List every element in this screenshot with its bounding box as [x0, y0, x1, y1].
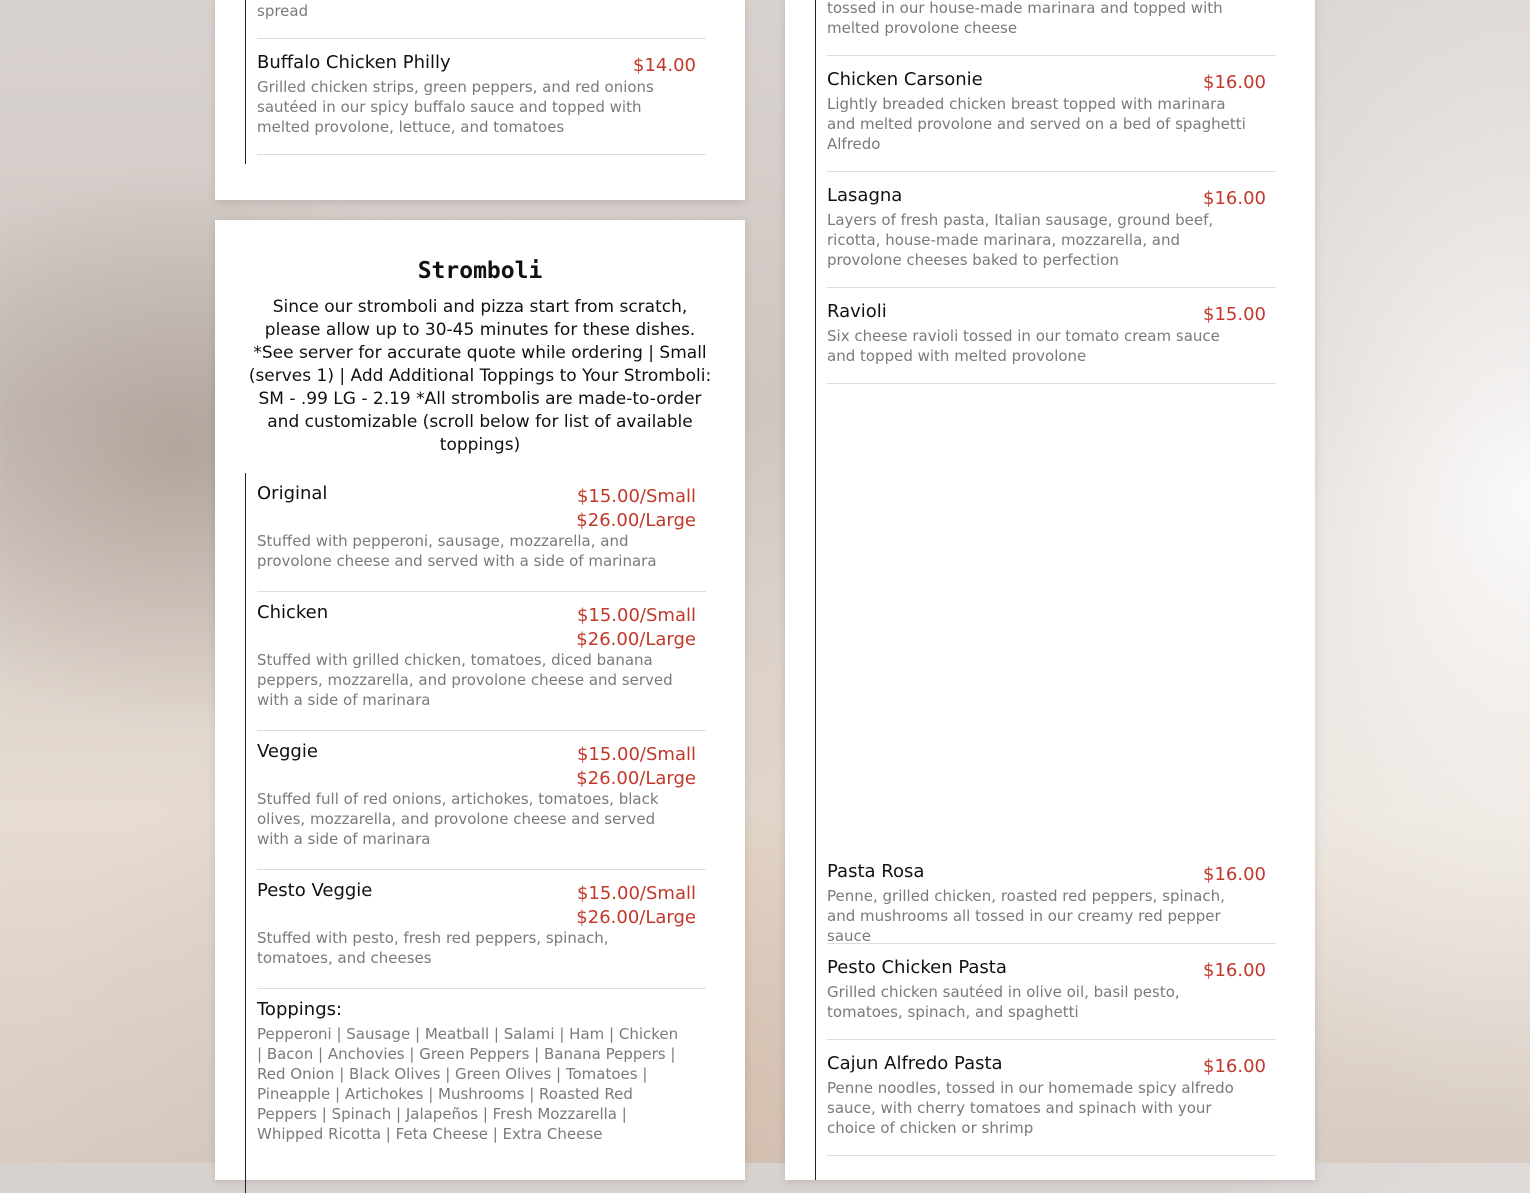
item-description: Stuffed with pesto, fresh red peppers, spinach, tomatoes, and cheeses: [257, 929, 609, 967]
item-description: Layers of fresh pasta, Italian sausage, ground beef, ricotta, house-made marinara, mozzarella, and provolone cheeses baked to perfection: [827, 211, 1214, 269]
menu-item: [257, 602, 706, 731]
item-name: Veggie: [257, 741, 318, 762]
section-title: Stromboli: [417, 258, 543, 284]
menu-item: [827, 185, 1276, 288]
item-name: Buffalo Chicken Philly: [257, 52, 451, 73]
item-price-large: $26.00/Large: [576, 629, 696, 650]
menu-item: [827, 861, 1276, 944]
toppings-list: Pepperoni | Sausage | Meatball | Salami | Ham | Chicken | Bacon | Anchovies | Green Peppers | Banana Peppers | Red Onion | Black Olives | Green Olives | Tomatoes | Pineapple | Artichokes | Mushrooms | Roasted Red Peppers | Spinach | Jalapeños | Fresh Mozzarella | Whipped Ricotta | Feta Cheese | Extra Cheese: [257, 1025, 679, 1143]
item-price-small: $15.00/Small: [576, 605, 696, 626]
menu-item-list: [245, 0, 706, 164]
menu-item: [257, 483, 706, 592]
menu-item: [827, 301, 1276, 384]
item-price-large: $26.00/Large: [576, 907, 696, 928]
item-price-large: $26.00/Large: [576, 510, 696, 531]
item-price: $16.00: [1203, 864, 1266, 885]
item-price: $14.00: [633, 55, 696, 76]
item-description: Stuffed with grilled chicken, tomatoes, diced banana peppers, mozzarella, and provolone cheese and served with a side of marinara: [257, 651, 673, 709]
section-note: Since our stromboli and pizza start from scratch, please allow up to 30-45 minutes for these dishes. *See server for accurate quote while ordering | Small (serves 1) | Add Additional Toppings to Your Stromboli: SM - .99 LG - 2.19 *All strombolis are made-to-order and customizable (scroll below for list of available toppings): [248, 297, 712, 455]
item-name: Pasta Rosa: [827, 861, 925, 882]
item-price: $16.00: [1203, 1056, 1266, 1077]
item-name: Chicken: [257, 602, 329, 623]
menu-card-previous-section: [215, 0, 745, 200]
menu-item: [257, 880, 706, 989]
item-price-small: $15.00/Small: [576, 486, 696, 507]
item-name: Toppings:: [257, 999, 343, 1020]
item-description: Penne noodles, tossed in our homemade spicy alfredo sauce, with cherry tomatoes and spinach with your choice of chicken or shrimp: [827, 1079, 1234, 1137]
item-name: Ravioli: [827, 301, 887, 322]
menu-card-pasta: [785, 0, 1315, 1180]
item-price-large: $26.00/Large: [576, 768, 696, 789]
item-name: Pesto Veggie: [257, 880, 373, 901]
menu-item-list: [815, 0, 1276, 1180]
item-description: Grilled chicken sautéed in olive oil, basil pesto, tomatoes, spinach, and spaghetti: [827, 983, 1180, 1021]
menu-item: [257, 741, 706, 870]
menu-item-toppings: [257, 999, 706, 1189]
item-description: Six cheese ravioli tossed in our tomato cream sauce and topped with melted provolone: [827, 327, 1220, 365]
item-description: Lightly breaded chicken breast topped with marinara and melted provolone and served on a bed of spaghetti Alfredo: [827, 95, 1246, 153]
item-price: $16.00: [1203, 72, 1266, 93]
item-description: Grilled chicken strips, green peppers, and red onions sautéed in our spicy buffalo sauce and topped with melted provolone, lettuce, and tomatoes: [257, 78, 654, 136]
item-price-small: $15.00/Small: [576, 744, 696, 765]
item-name: Original: [257, 483, 328, 504]
item-price: $15.00: [1203, 304, 1266, 325]
item-name: Chicken Carsonie: [827, 69, 983, 90]
item-description: Stuffed with pepperoni, sausage, mozzarella, and provolone cheese and served with a side of marinara: [257, 532, 657, 570]
menu-item: [257, 0, 706, 39]
menu-item: [827, 0, 1276, 56]
item-price: $16.00: [1203, 960, 1266, 981]
item-description: Stuffed full of red onions, artichokes, tomatoes, black olives, mozzarella, and provolone cheese and served with a side of marinara: [257, 790, 659, 848]
item-name: Pesto Chicken Pasta: [827, 957, 1007, 978]
menu-item: [827, 957, 1276, 1040]
menu-item: [827, 1053, 1276, 1156]
menu-card-stromboli: [215, 220, 745, 1180]
item-name: Lasagna: [827, 185, 903, 206]
item-description: Penne, grilled chicken, roasted red peppers, spinach, and mushrooms all tossed in our creamy red pepper sauce: [827, 887, 1225, 945]
menu-item: [257, 52, 706, 155]
item-name: Cajun Alfredo Pasta: [827, 1053, 1003, 1074]
menu-item: [827, 69, 1276, 172]
item-description: tossed in our house-made marinara and topped with melted provolone cheese: [827, 0, 1223, 37]
item-price-small: $15.00/Small: [576, 883, 696, 904]
item-price: $16.00: [1203, 188, 1266, 209]
menu-item-list: [245, 473, 706, 1193]
item-description: spread: [257, 2, 309, 20]
